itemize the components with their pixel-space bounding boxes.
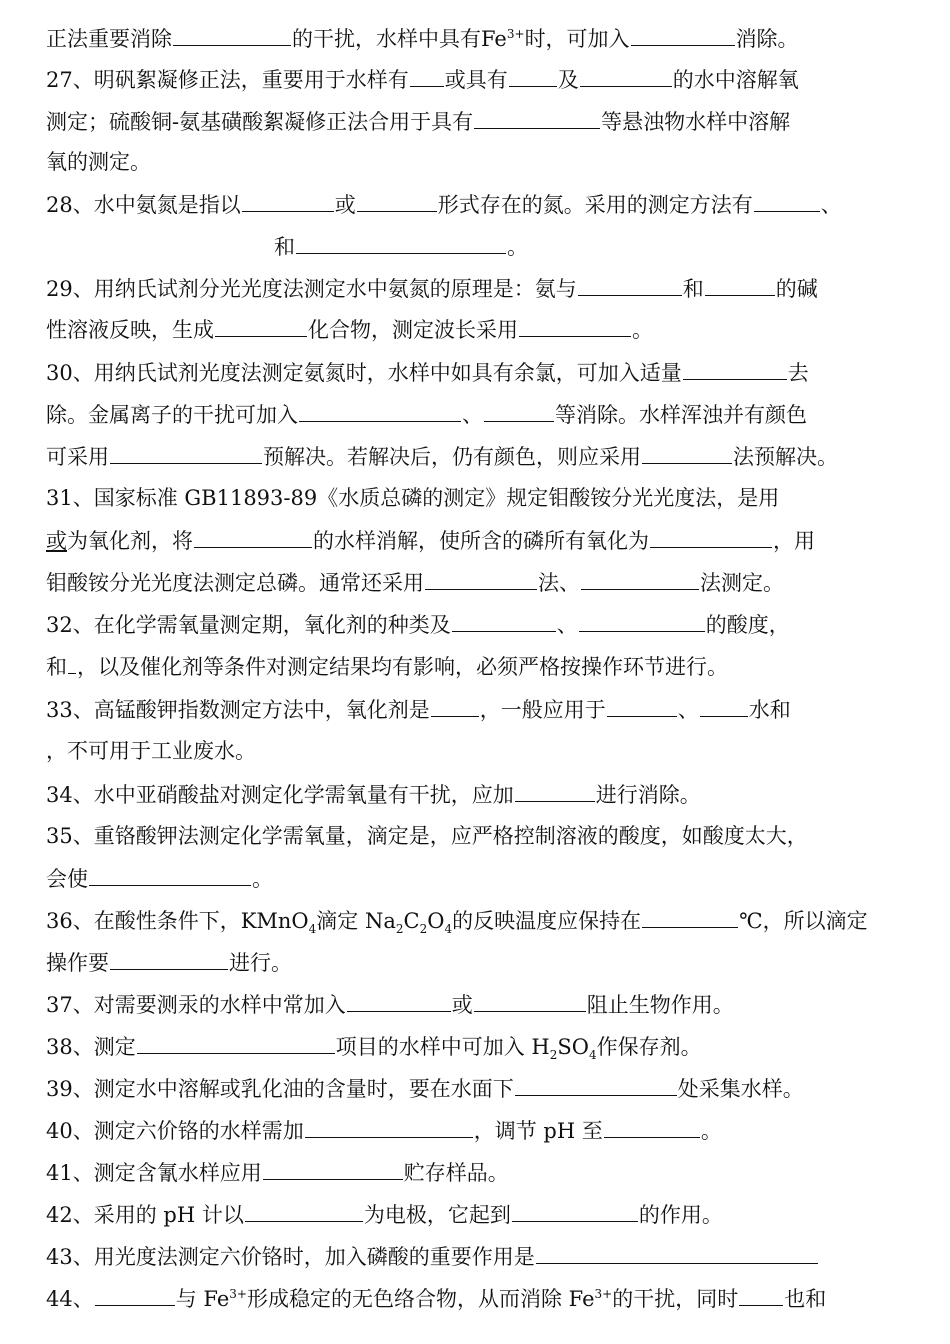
answer-blank[interactable]: [215, 314, 307, 337]
text-segment: 贮存样品。: [403, 1161, 509, 1185]
text-segment: 的水中溶解氧: [672, 68, 799, 92]
text-segment: 除。金属离子的干扰可加入: [46, 403, 298, 427]
answer-blank[interactable]: [580, 64, 672, 87]
text-line: [46, 567, 910, 597]
text-segment: 36、在酸性条件下，KMnO: [46, 909, 309, 933]
text-line: [46, 821, 910, 851]
text-segment: 的酸度，: [705, 613, 790, 637]
answer-blank[interactable]: [705, 273, 775, 296]
text-segment: 等消除。水样浑浊并有颜色: [555, 403, 807, 427]
text-segment: SO: [557, 1035, 589, 1059]
answer-blank[interactable]: [299, 399, 461, 422]
text-segment: 33、高锰酸钾指数测定方法中，氧化剂是: [46, 698, 430, 722]
text-line: [46, 64, 910, 94]
text-segment: 或具有: [444, 68, 508, 92]
text-segment: 进行消除。: [595, 783, 701, 807]
answer-blank[interactable]: [683, 357, 787, 380]
answer-blank[interactable]: [579, 609, 705, 632]
text-segment: 。: [252, 867, 273, 891]
text-line: [46, 609, 910, 639]
text-segment: 氧的测定。: [46, 150, 151, 174]
answer-blank[interactable]: [68, 651, 76, 674]
text-segment: 处采集水样。: [677, 1077, 804, 1101]
answer-blank[interactable]: [110, 441, 262, 464]
answer-blank[interactable]: [296, 231, 506, 254]
answer-blank[interactable]: [305, 1115, 473, 1138]
answer-blank[interactable]: [700, 694, 748, 717]
superscript: 3+: [594, 1287, 613, 1301]
text-segment: 可采用: [46, 445, 109, 469]
answer-blank[interactable]: [509, 64, 557, 87]
text-segment: 消除。: [735, 27, 799, 51]
text-line: [46, 525, 910, 555]
text-segment: 28、水中氨氮是指以: [46, 193, 241, 217]
text-line: [46, 1115, 910, 1145]
text-line: [46, 863, 910, 893]
text-segment: 去: [787, 361, 809, 385]
text-segment: 34、水中亚硝酸盐对测定化学需氧量有干扰，应加: [46, 783, 514, 807]
text-line: [46, 1157, 910, 1187]
answer-blank[interactable]: [515, 779, 595, 802]
text-segment: 及: [557, 68, 579, 92]
text-segment: 31、国家标准 GB11893-89《水质总磷的测定》规定钼酸铵分光光度法，是用: [46, 486, 780, 510]
text-segment: 法预解决。: [733, 445, 838, 469]
text-segment: 钼酸铵分光光度法测定总磷。通常还采用: [46, 571, 424, 595]
text-line: [46, 736, 910, 766]
text-line: [46, 314, 910, 344]
subscript: 4: [308, 922, 317, 937]
text-segment: 43、用光度法测定六价铬时，加入磷酸的重要作用是: [46, 1245, 535, 1269]
text-line: [46, 106, 910, 136]
text-segment: 时，可加入: [524, 27, 630, 51]
text-segment: 。: [700, 1119, 722, 1143]
superscript: 3+: [229, 1287, 247, 1301]
text-line: [46, 147, 910, 177]
text-segment: ℃，所以滴定: [739, 909, 868, 933]
text-line: [46, 989, 910, 1019]
answer-blank[interactable]: [519, 314, 631, 337]
text-segment: 为电极，它起到: [363, 1203, 511, 1227]
superscript: 3+: [506, 27, 525, 41]
answer-blank[interactable]: [89, 863, 251, 886]
text-segment: 的水样消解，使所含的磷所有氧化为: [313, 529, 649, 553]
text-line: [46, 1283, 910, 1313]
text-segment: 、: [820, 193, 842, 217]
text-segment: 预解决。若解决后，仍有颜色，则应采用: [263, 445, 641, 469]
text-segment: 正法重要消除: [46, 27, 172, 51]
subscript: 2: [549, 1048, 558, 1063]
text-segment: ，以及催化剂等条件对测定结果均有影响，必须严格按操作环节进行。: [77, 655, 728, 679]
text-segment: 法、: [538, 571, 580, 595]
text-segment: 29、用纳氏试剂分光光度法测定水中氨氮的原理是：氨与: [46, 277, 577, 301]
answer-blank[interactable]: [515, 1073, 677, 1096]
text-line: [46, 483, 910, 513]
text-segment: 测定；硫酸铜-氨基磺酸絮凝修正法合用于具有: [46, 110, 474, 134]
answer-blank[interactable]: [242, 189, 334, 212]
text-segment: 的干扰，水样中具有Fe: [292, 27, 507, 51]
answer-blank[interactable]: [410, 64, 444, 87]
text-segment: 为氧化剂，将: [67, 529, 193, 553]
answer-blank[interactable]: [110, 947, 228, 970]
answer-blank[interactable]: [650, 525, 772, 548]
text-line: [46, 905, 910, 935]
text-line: [46, 273, 910, 303]
text-segment: 37、对需要测汞的水样中常加入: [46, 993, 346, 1017]
text-line: [46, 441, 910, 471]
answer-blank[interactable]: [578, 273, 682, 296]
answer-blank[interactable]: [347, 989, 451, 1012]
text-segment: 32、在化学需氧量测定期，氧化剂的种类及: [46, 613, 451, 637]
answer-blank[interactable]: [642, 441, 732, 464]
text-segment: 作保存剂。: [596, 1035, 702, 1059]
text-segment: 和: [46, 655, 67, 679]
answer-blank[interactable]: [754, 189, 820, 212]
text-line: [46, 357, 910, 387]
text-segment: O: [427, 909, 445, 933]
text-line: [46, 399, 910, 429]
text-segment: 会使: [46, 867, 88, 891]
answer-blank[interactable]: [431, 694, 479, 717]
text-segment: 性溶液反映，生成: [46, 318, 214, 342]
text-segment: 形式存在的氮。采用的测定方法有: [437, 193, 753, 217]
answer-blank[interactable]: [739, 1283, 783, 1306]
text-segment: 阻止生物作用。: [586, 993, 734, 1017]
text-segment: 或: [334, 193, 356, 217]
text-segment: 法测定。: [700, 571, 784, 595]
text-segment: 、: [677, 698, 699, 722]
text-segment: 27、明矾絮凝修正法，重要用于水样有: [46, 68, 409, 92]
answer-blank[interactable]: [484, 399, 554, 422]
text-segment: 38、测定: [46, 1035, 136, 1059]
text-segment: 也和: [784, 1287, 827, 1311]
answer-blank[interactable]: [425, 567, 537, 590]
text-segment: 操作要: [46, 951, 109, 975]
text-segment: 和: [682, 277, 704, 301]
text-segment: 的作用。: [638, 1203, 723, 1227]
text-segment: ，用: [773, 529, 815, 553]
answer-blank[interactable]: [173, 23, 291, 46]
answer-blank[interactable]: [581, 567, 699, 590]
text-line: [46, 947, 910, 977]
answer-blank[interactable]: [95, 1283, 175, 1306]
text-segment: 35、重铬酸钾法测定化学需氧量，滴定是，应严格控制溶液的酸度，如酸度太大，: [46, 824, 808, 848]
text-segment: 、: [556, 613, 578, 637]
answer-blank[interactable]: [357, 189, 437, 212]
subscript: 4: [444, 922, 453, 937]
text-segment: 。: [507, 235, 528, 259]
text-segment: 的反映温度应保持在: [452, 909, 642, 933]
text-segment: 44、: [46, 1287, 94, 1311]
subscript: 4: [588, 1048, 597, 1063]
text-line: [46, 1073, 910, 1103]
text-segment: 水和: [748, 698, 791, 722]
text-segment: 40、测定六价铬的水样需加: [46, 1119, 304, 1143]
answer-blank[interactable]: [474, 989, 586, 1012]
text-segment: 或: [46, 529, 67, 553]
text-line: [46, 779, 910, 809]
text-segment: C: [403, 909, 420, 933]
text-segment: 30、用纳氏试剂光度法测定氨氮时，水样中如具有余氯，可加入适量: [46, 361, 682, 385]
text-segment: 化合物，测定波长采用: [308, 318, 518, 342]
answer-blank[interactable]: [631, 23, 735, 46]
text-segment: 与 Fe: [175, 1287, 230, 1311]
text-segment: 滴定 Na: [316, 909, 396, 933]
subscript: 2: [419, 922, 428, 937]
answer-blank[interactable]: [474, 106, 600, 129]
text-segment: 41、测定含氰水样应用: [46, 1161, 262, 1185]
text-segment: 形成稳定的无色络合物，从而消除 Fe: [246, 1287, 595, 1311]
text-segment: 进行。: [229, 951, 292, 975]
answer-blank[interactable]: [607, 694, 677, 717]
text-line: [46, 1241, 910, 1271]
text-segment: ，一般应用于: [479, 698, 606, 722]
subscript: 2: [395, 922, 404, 937]
text-line: [46, 23, 910, 53]
text-segment: 和: [274, 235, 295, 259]
text-segment: 项目的水样中可加入 H: [335, 1035, 550, 1059]
text-segment: 等悬浊物水样中溶解: [601, 110, 791, 134]
answer-blank[interactable]: [263, 1157, 403, 1180]
text-segment: 的干扰，同时: [612, 1287, 739, 1311]
text-segment: 的碱: [775, 277, 818, 301]
answer-blank[interactable]: [245, 1199, 363, 1222]
text-line: [274, 231, 910, 261]
text-line: [46, 189, 910, 219]
text-line: [46, 694, 910, 724]
text-segment: 或: [451, 993, 473, 1017]
answer-blank[interactable]: [137, 1031, 335, 1054]
text-segment: 39、测定水中溶解或乳化油的含量时，要在水面下: [46, 1077, 514, 1101]
text-segment: 。: [632, 318, 653, 342]
text-segment: 、: [462, 403, 483, 427]
text-line: [46, 1031, 910, 1061]
text-line: [46, 651, 910, 681]
answer-blank[interactable]: [642, 905, 738, 928]
answer-blank[interactable]: [194, 525, 312, 548]
text-segment: ，不可用于工业废水。: [46, 739, 256, 763]
answer-blank[interactable]: [604, 1115, 700, 1138]
text-segment: ，调节 pH 至: [473, 1119, 603, 1143]
answer-blank[interactable]: [536, 1241, 818, 1264]
text-segment: 42、采用的 pH 计以: [46, 1203, 244, 1227]
answer-blank[interactable]: [512, 1199, 638, 1222]
text-line: [46, 1199, 910, 1229]
answer-blank[interactable]: [452, 609, 556, 632]
